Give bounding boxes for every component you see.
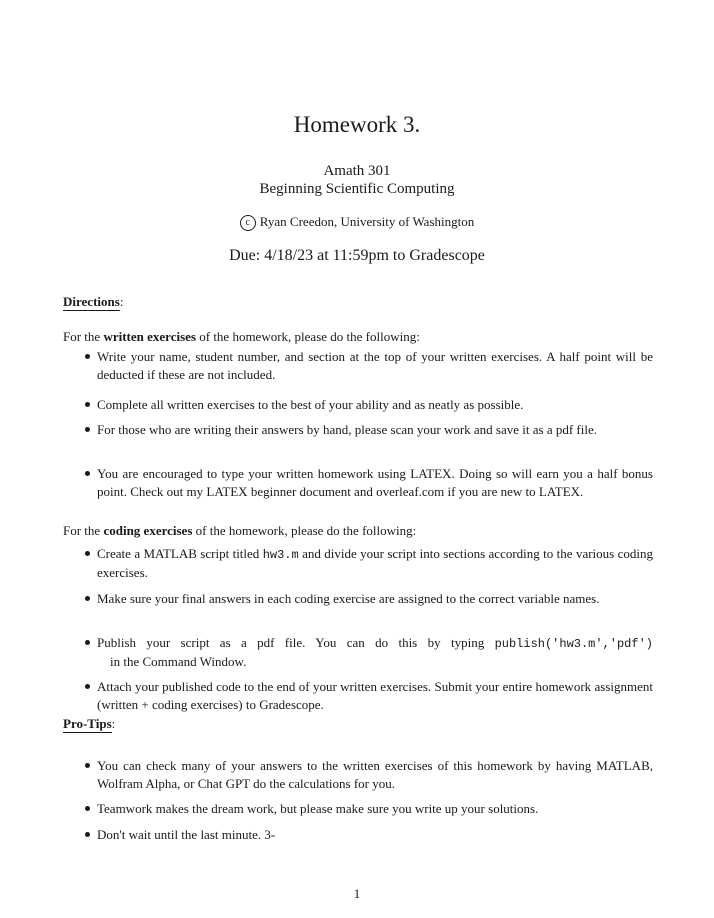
bullet-icon (85, 640, 90, 645)
protip-item-2-text: Teamwork makes the dream work, but please make sure you write up your solutions. (97, 801, 539, 816)
coding-item-2 (97, 590, 653, 608)
protip-item-3-text: Don't wait until the last minute. 3- (97, 827, 276, 842)
bullet-icon (85, 596, 90, 601)
page-number: 1 (353, 886, 361, 901)
coding-item-4 (97, 678, 653, 714)
directions-heading-label: Directions (63, 294, 120, 309)
written-intro (63, 329, 420, 345)
bullet-icon (85, 832, 90, 837)
coding-item-1-code: hw3.m (262, 548, 299, 562)
protips-heading-colon: : (111, 716, 116, 731)
written-item-4 (97, 465, 653, 501)
bullet-icon (85, 763, 90, 768)
coding-intro-post: of the homework, please do the following: (192, 523, 417, 538)
written-item-3 (97, 421, 653, 439)
bullet-icon (85, 551, 90, 556)
coding-item-3-pre: Publish your script as a pdf file. You can do this by typing (97, 635, 495, 650)
coding-intro-bold: coding exercises (103, 523, 193, 538)
written-item-2 (97, 396, 653, 414)
copyright-text: Ryan Creedon, University of Washington (259, 214, 475, 229)
course-subtitle: Beginning Scientific Computing (259, 181, 455, 197)
written-intro-pre: For the (63, 329, 104, 344)
bullet-icon (85, 806, 90, 811)
written-intro-post: of the homework, please do the following: (195, 329, 420, 344)
copyright-icon: c (240, 215, 256, 231)
coding-item-3-post: in the Command Window. (97, 654, 247, 669)
bullet-icon (85, 684, 90, 689)
protips-heading-label: Pro-Tips (63, 716, 112, 731)
coding-item-3-code: publish('hw3.m','pdf') (494, 637, 653, 651)
protip-item-1 (97, 757, 653, 793)
written-item-2-text: Complete all written exercises to the best of your ability and as neatly as possible. (97, 397, 524, 412)
written-item-4-text: You are encouraged to type your written homework using LATEX. Doing so will earn you a half bonus point. Check out my LATEX beginner document and overleaf.com if you are new to LATEX. (97, 466, 653, 499)
coding-item-3 (97, 634, 653, 671)
bullet-icon (85, 402, 90, 407)
copyright-line (0, 214, 714, 231)
page-title: Homework 3. (293, 112, 421, 137)
protip-item-3 (97, 826, 653, 844)
coding-item-4-text: Attach your published code to the end of your written exercises. Submit your entire homework assignment (written + coding exercises) to Gradescope. (97, 679, 653, 712)
protip-item-1-text: You can check many of your answers to the written exercises of this homework by having MATLAB, Wolfram Alpha, or Chat GPT do the calculations for you. (97, 758, 653, 791)
written-intro-bold: written exercises (103, 329, 196, 344)
written-item-3-text: For those who are writing their answers by hand, please scan your work and save it as a pdf file. (97, 422, 597, 437)
coding-intro (63, 523, 416, 539)
bullet-icon (85, 354, 90, 359)
protip-item-2 (97, 800, 653, 818)
bullet-icon (85, 471, 90, 476)
coding-intro-pre: For the (63, 523, 104, 538)
coding-item-2-text: Make sure your final answers in each coding exercise are assigned to the correct variable names. (97, 591, 600, 606)
coding-item-1-post: and divide your script into sections according to the various coding exercises. (97, 546, 653, 580)
bullet-icon (85, 427, 90, 432)
due-date: Due: 4/18/23 at 11:59pm to Gradescope (229, 247, 485, 264)
directions-heading-colon: : (119, 294, 124, 309)
course-name: Amath 301 (323, 163, 391, 179)
coding-item-1 (97, 545, 653, 582)
protips-heading (63, 716, 115, 732)
written-item-1 (97, 348, 653, 384)
directions-heading (63, 294, 123, 310)
coding-item-1-pre: Create a MATLAB script titled (97, 546, 263, 561)
written-item-1-text: Write your name, student number, and section at the top of your written exercises. A half point will be deducted if these are not included. (97, 349, 653, 382)
